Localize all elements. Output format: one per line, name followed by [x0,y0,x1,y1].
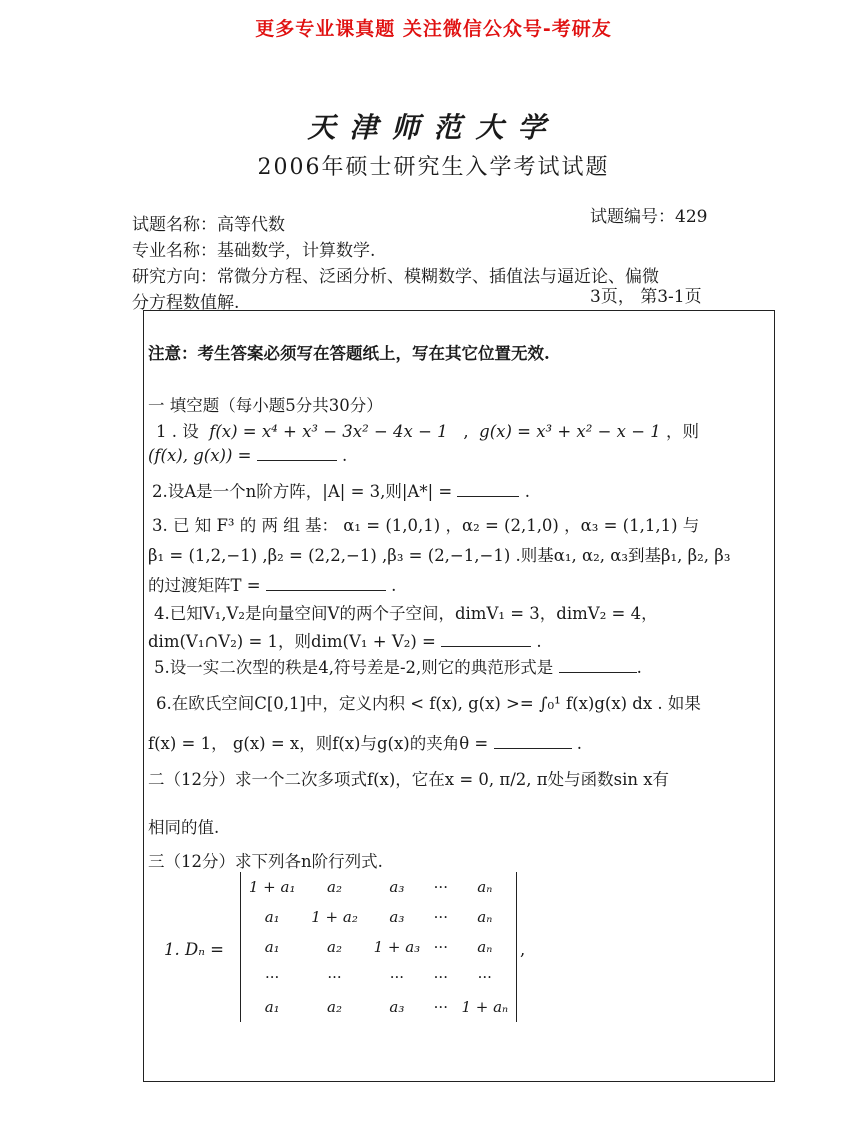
det-cell: a₃ [389,908,405,926]
q3-text: 的过渡矩阵T = [148,576,261,595]
det-cell: 1 + a₃ [373,938,421,956]
det-cell: a₂ [327,998,343,1016]
major-value: 基础数学，计算数学. [217,241,376,261]
det-cell: a₁ [264,998,280,1016]
exam-code-row [590,202,707,227]
q7-line1: 二（12分）求一个二次多项式f(x)，它在x = 0, π/2, π处与函数sin x有 [148,770,670,789]
exam-name-label: 试题名称： [132,215,217,235]
q8-label [164,940,224,959]
det-cell: aₙ [477,908,493,926]
q4-text: dim(V₁∩V₂) = 1，则dim(V₁ + V₂) = [148,632,436,651]
direction-label: 研究方向： [132,267,217,287]
q1-f: f(x) = x⁴ + x³ − 3x² − 4x − 1 [209,422,448,441]
det-cell: aₙ [477,938,493,956]
det-cell: a₁ [264,908,280,926]
q8-dn: 1. Dₙ = [164,940,224,959]
direction-value-2: 分方程数值解. [132,293,240,313]
notice: 注意：考生答案必须写在答题纸上，写在其它位置无效. [148,344,550,363]
det-cell: aₙ [477,878,493,896]
det-cell: ··· [477,968,492,986]
det-cell: a₁ [264,938,280,956]
q6-text: f(x) = 1， g(x) = x，则f(x)与g(x)的夹角θ = [148,734,489,753]
exam-code-label: 试题编号： [590,207,675,227]
determinant-table [241,872,516,1022]
q2-blank [457,496,519,497]
det-cell: ··· [433,938,448,956]
q7-line2: 相同的值. [148,818,220,837]
major-row [132,236,375,261]
q5: 5.设一实二次型的秩是4,符号差是-2,则它的典范形式是 . [154,658,642,677]
q1-line2: (f(x), g(x)) = . [148,446,348,465]
direction-row [132,262,659,287]
q5-text: 5.设一实二次型的秩是4,符号差是-2,则它的典范形式是 [154,658,554,677]
q2-text: 2.设A是一个n阶方阵，|A| = 3,则|A*| = [152,482,453,501]
q1-then: ，则 [666,422,700,441]
q6-line2: f(x) = 1， g(x) = x，则f(x)与g(x)的夹角θ = . [148,734,582,753]
determinant [240,872,517,1022]
q3-line3: 的过渡矩阵T = . [148,576,397,595]
det-cell: a₃ [389,878,405,896]
q1-num: 1 . 设 [156,422,199,441]
q3-line1: 3. 已 知 F³ 的 两 组 基： α₁ = (1,0,1) ，α₂ = (2,1,0) ，α₃ = (1,1,1) 与 [152,516,700,535]
q1-line1: 1 . 设 f(x) = x⁴ + x³ − 3x² − 4x − 1 , g(x) = x³ + x² − x − 1 ，则 [156,422,700,441]
q3-blank [266,590,386,591]
det-row [241,962,516,992]
q5-blank [559,672,637,673]
q8-trail: , [520,940,526,959]
det-cell: ··· [389,968,405,986]
q4-line2: dim(V₁∩V₂) = 1，则dim(V₁ + V₂) = . [148,632,542,651]
det-cell: 1 + a₂ [311,908,358,926]
det-cell: ··· [433,968,448,986]
det-row [241,902,516,932]
det-row [241,992,516,1022]
det-cell: a₂ [327,938,343,956]
exam-title: 2006年硕士研究生入学考试试题 [257,155,610,180]
det-cell: a₃ [389,998,405,1016]
exam-name-row [132,210,285,235]
major-label: 专业名称： [132,241,217,261]
det-row [241,932,516,962]
det-row [241,872,516,902]
promo-banner: 更多专业课真题 关注微信公众号-考研友 [255,18,612,40]
det-cell: ··· [327,968,342,986]
q1-gcd: (f(x), g(x)) = [148,446,252,465]
q6-line1: 6.在欧氏空间C[0,1]中，定义内积 < f(x), g(x) >= ∫₀¹ f(x)g(x) dx . 如果 [156,694,701,713]
det-cell: ··· [433,908,448,926]
det-cell: ··· [265,968,280,986]
exam-name-value: 高等代数 [217,215,285,235]
q3-line2: β₁ = (1,2,−1) ,β₂ = (2,2,−1) ,β₃ = (2,−1,−1) .则基α₁, α₂, α₃到基β₁, β₂, β₃ [148,546,731,565]
q8-title: 三（12分）求下列各n阶行列式. [148,852,383,871]
q2: 2.设A是一个n阶方阵，|A| = 3,则|A*| = . [152,482,530,501]
direction-value-1: 常微分方程、泛函分析、模糊数学、插值法与逼近论、偏微 [217,267,659,287]
section1-title: 一 填空题（每小题5分共30分） [148,396,383,415]
q1-blank [257,460,337,461]
det-cell: 1 + aₙ [461,998,509,1016]
exam-code-value: 429 [675,207,708,227]
q1-g: g(x) = x³ + x² − x − 1 [479,422,661,441]
det-cell: a₂ [327,878,343,896]
det-cell: ··· [433,998,448,1016]
det-cell: ··· [433,878,448,896]
page-count: 3页， 第3-1页 [590,287,702,307]
det-cell: 1 + a₁ [248,878,296,896]
q6-blank [494,748,572,749]
q4-line1: 4.已知V₁,V₂是向量空间V的两个子空间，dimV₁ = 3，dimV₂ = 4， [154,604,658,623]
q4-blank [441,646,531,647]
university-name: 天津师范大学 [307,111,560,144]
